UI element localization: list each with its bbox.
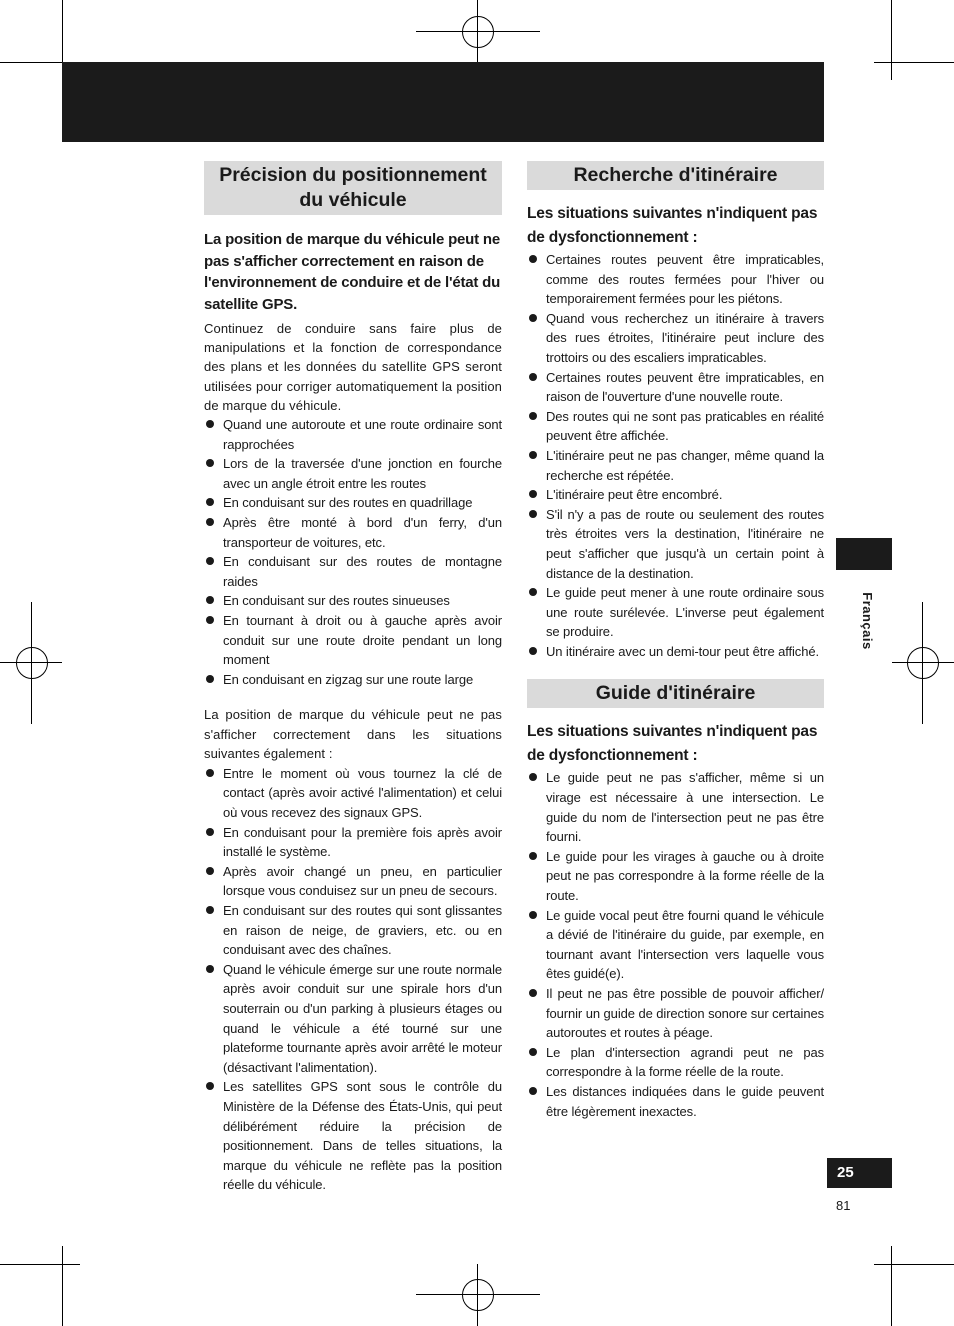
list-item (527, 368, 824, 407)
section-title-route-guide: Guide d'itinéraire (527, 679, 824, 708)
positioning-lead: La position de marque du véhicule peut ne pas s'afficher correctement en raison de l'environnement de conduire et de l'état du satellite GPS. (204, 231, 501, 313)
list-item (527, 984, 824, 1043)
list-item-text: Le guide pour les virages à gauche ou à droite peut ne pas correspondre à la forme réelle de la route. (546, 848, 824, 904)
bullet-icon (206, 965, 214, 973)
page-number-secondary: 81 (836, 1198, 851, 1213)
list-item-text: En conduisant sur des routes de montagne raides (223, 554, 502, 589)
bullet-icon (206, 420, 214, 428)
bullet-icon (529, 588, 537, 596)
page-number: 25 (827, 1158, 892, 1188)
list-item-text: Certaines routes peuvent être impraticables, en raison de l'ouverture d'une nouvelle route. (546, 369, 824, 405)
language-tab-label: Français (860, 592, 875, 650)
list-item (527, 583, 824, 642)
bullet-icon (206, 906, 214, 914)
list-item-text: L'itinéraire peut être encombré. (546, 487, 723, 503)
registration-circle (462, 1279, 494, 1311)
list-item (527, 505, 824, 583)
section-title-route-search: Recherche d'itinéraire (527, 161, 824, 190)
list-item (527, 1043, 824, 1082)
list-item (204, 454, 502, 493)
list-item (204, 513, 502, 552)
list-item (204, 901, 502, 960)
list-item-text: En conduisant sur des routes sinueuses (223, 593, 450, 609)
route-guide-lead: Les situations suivantes n'indiquent pas de dysfonctionnement : (527, 723, 818, 765)
list-item-text: Les distances indiquées dans le guide peuvent être légèrement inexactes. (546, 1083, 824, 1119)
left-column (204, 161, 502, 1195)
bullet-icon (529, 647, 537, 655)
list-item (527, 768, 824, 846)
bullet-icon (206, 596, 214, 604)
registration-circle (907, 647, 939, 679)
bullet-icon (529, 255, 537, 263)
bullet-icon (529, 314, 537, 322)
bullet-icon (529, 1048, 537, 1056)
list-item-text: Le guide peut ne pas s'afficher, même si un virage est nécessaire à une intersection. Le guide du nom de l'intersection peut ne pas être fourni. (546, 770, 824, 845)
list-item (204, 611, 502, 670)
side-tab (836, 538, 892, 570)
bullet-icon (206, 1082, 214, 1090)
bullet-icon (206, 828, 214, 836)
list-item-text: Le plan d'intersection agrandi peut ne pas correspondre à la forme réelle de la route. (546, 1044, 824, 1080)
list-item-text: En conduisant sur des routes en quadrillage (223, 495, 473, 511)
list-item (204, 764, 502, 823)
bullet-icon (206, 459, 214, 467)
list-item-text: Un itinéraire avec un demi-tour peut être affiché. (546, 643, 819, 659)
bullet-icon (206, 769, 214, 777)
bullet-icon (529, 412, 537, 420)
list-item-text: Il peut ne pas être possible de pouvoir afficher/ fournir un guide de direction sonore sur certaines autoroutes et routes à péage. (546, 986, 824, 1041)
header-bar (62, 62, 824, 142)
list-item-text: Lors de la traversée d'une jonction en fourche avec un angle étroit entre les routes (223, 456, 502, 491)
right-column (527, 161, 824, 1121)
crop-mark (891, 0, 892, 80)
positioning-intro: Continuez de conduire sans faire plus de manipulations et la fonction de correspondance des plans et les données du satellite GPS seront utilisées pour corriger automatiquement la position de marque du véhicule. (204, 321, 502, 413)
list-item (527, 309, 824, 368)
list-item (527, 906, 824, 984)
list-item (527, 485, 824, 505)
list-item-text: Quand vous recherchez un itinéraire à travers des rues étroites, l'itinéraire peut inclure des trottoirs ou des escaliers impraticables. (546, 310, 824, 365)
bullet-icon (206, 557, 214, 565)
crop-mark (0, 1264, 80, 1265)
list-item-text: Quand le véhicule émerge sur une route normale après avoir conduit sur une spirale hors d'un souterrain ou d'un parking à plusieurs étages ou quand le véhicule a été tourné sur une plateforme tournante après avoir arrêté le moteur (désactivant l'alimentation). (223, 961, 502, 1075)
route-guide-list (527, 768, 824, 1121)
list-item (204, 552, 502, 591)
bullet-icon (206, 498, 214, 506)
bullet-icon (529, 451, 537, 459)
list-item (204, 960, 502, 1078)
list-item-text: L'itinéraire peut ne pas changer, même quand la recherche est répétée. (546, 447, 824, 483)
list-item (204, 591, 502, 611)
list-item-text: Le guide vocal peut être fourni quand le véhicule a dévié de l'itinéraire du guide, par exemple, en tournant avant l'intersection vers laquelle vous êtes guidé(e). (546, 907, 824, 982)
bullet-icon (206, 616, 214, 624)
list-item (527, 407, 824, 446)
list-item-text: Après avoir changé un pneu, en particulier lorsque vous conduisez sur un pneu de secours. (223, 863, 502, 899)
bullet-icon (529, 773, 537, 781)
bullet-icon (529, 852, 537, 860)
list-item-text: En conduisant en zigzag sur une route large (223, 671, 474, 687)
route-search-lead: Les situations suivantes n'indiquent pas de dysfonctionnement : (527, 205, 818, 246)
bullet-icon (529, 911, 537, 919)
positioning-list-2 (204, 764, 502, 1195)
bullet-icon (206, 867, 214, 875)
list-item-text: Des routes qui ne sont pas praticables en réalité peuvent être affichée. (546, 408, 824, 444)
bullet-icon (206, 675, 214, 683)
bullet-icon (529, 1087, 537, 1095)
list-item (527, 250, 824, 309)
crop-mark (874, 62, 954, 63)
bullet-icon (206, 518, 214, 526)
positioning-list-1 (204, 415, 502, 689)
bullet-icon (529, 490, 537, 498)
list-item-text: Les satellites GPS sont sous le contrôle du Ministère de la Défense des États-Unis, qui peut délibérément réduire la précision de positionnement. Dans de telles situations, la marque du véhicule ne reflète pas la position réelle du véhicule. (223, 1079, 502, 1193)
registration-circle (462, 16, 494, 48)
list-item-text: S'il n'y a pas de route ou seulement des routes très étroites vers la destination, l'itinéraire ne peut s'afficher que jusqu'à un certain point à distance de la destination. (546, 506, 824, 581)
bullet-icon (529, 373, 537, 381)
list-item (204, 1077, 502, 1195)
list-item (204, 493, 502, 513)
list-item-text: Quand une autoroute et une route ordinaire sont rapprochées (223, 417, 502, 452)
list-item-text: Le guide peut mener à une route ordinaire sous une route surélevée. L'inverse peut également se produire. (546, 585, 824, 640)
bullet-icon (529, 989, 537, 997)
bullet-icon (529, 510, 537, 518)
route-search-list (527, 250, 824, 661)
section-title-positioning: Précision du positionnement du véhicule (204, 161, 502, 215)
crop-mark (874, 1264, 954, 1265)
list-item-text: Certaines routes peuvent être impraticables, comme des routes fermées pour l'hiver ou temporairement fermées pour les piétons. (546, 252, 824, 307)
list-item-text: En tournant à droit ou à gauche après avoir conduit sur une route droite pendant un long moment (223, 612, 502, 668)
list-item (527, 642, 824, 662)
list-item (527, 1082, 824, 1121)
list-item-text: En conduisant sur des routes qui sont glissantes en raison de neige, de graviers, etc. ou en conduisant avec des chaînes. (223, 902, 502, 958)
crop-mark (891, 1246, 892, 1326)
positioning-para-2: La position de marque du véhicule peut ne pas s'afficher correctement dans les situations suivantes également : (204, 707, 502, 762)
list-item (527, 446, 824, 485)
list-item-text: Entre le moment où vous tournez la clé de contact (après avoir activé l'alimentation) et celui où vous recevez des signaux GPS. (223, 765, 502, 821)
list-item (204, 823, 502, 862)
list-item (204, 862, 502, 901)
list-item-text: En conduisant pour la première fois après avoir installé le système. (223, 824, 502, 860)
list-item (204, 670, 502, 690)
list-item-text: Après être monté à bord d'un ferry, d'un transporteur de voitures, etc. (223, 514, 502, 550)
crop-mark (62, 1246, 63, 1326)
registration-circle (16, 647, 48, 679)
list-item (204, 415, 502, 454)
list-item (527, 847, 824, 906)
